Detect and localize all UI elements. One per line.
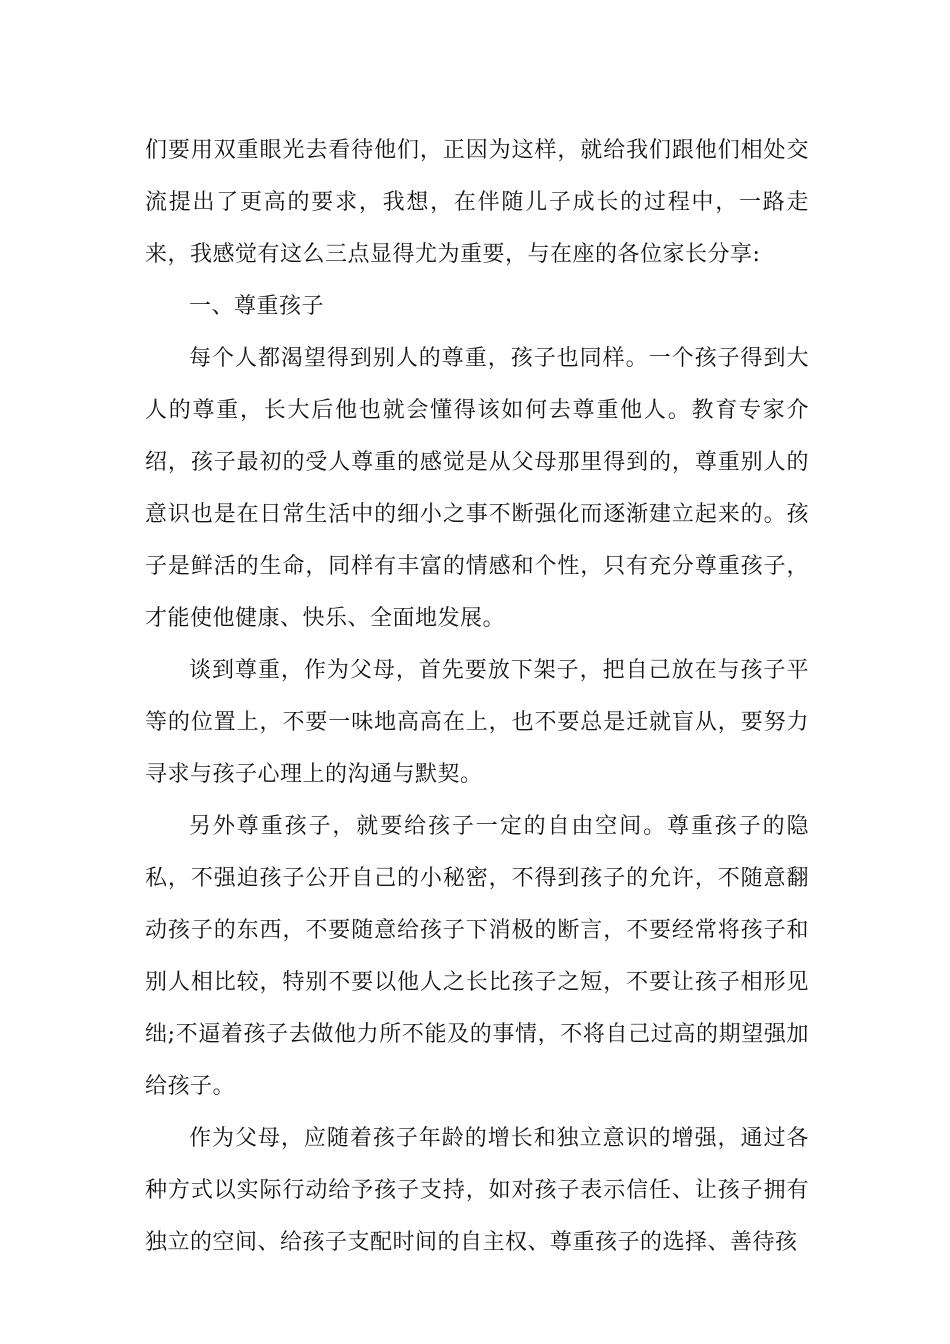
section-heading-respect-children: 一、尊重孩子 <box>189 294 325 319</box>
document-body <box>145 125 809 1269</box>
paragraph-parents-equal-position: 谈到尊重，作为父母，首先要放下架子，把自己放在与孩子平等的位置上，不要一味地高高在上，也不要总是迁就盲从，要努力寻求与孩子心理上的沟通与默契。 <box>145 658 809 787</box>
paragraph-continued: 们要用双重眼光去看待他们，正因为这样，就给我们跟他们相处交流提出了更高的要求，我想，在伴随儿子成长的过程中，一路走来，我感觉有这么三点显得尤为重要，与在座的各位家长分享: <box>145 138 809 267</box>
paragraph-parent-support: 作为父母，应随着孩子年龄的增长和独立意识的增强，通过各种方式以实际行动给予孩子支持，如对孩子表示信任、让孩子拥有独立的空间、给孩子支配时间的自主权、尊重孩子的选择、善待孩 <box>145 1126 809 1255</box>
paragraph-respect-intro: 每个人都渴望得到别人的尊重，孩子也同样。一个孩子得到大人的尊重，长大后他也就会懂得该如何去尊重他人。教育专家介绍，孩子最初的受人尊重的感觉是从父母那里得到的，尊重别人的意识也是在日常生活中的细小之事不断强化而逐渐建立起来的。孩子是鲜活的生命，同样有丰富的情感和个性，只有充分尊重孩子，才能使他健康、快乐、全面地发展。 <box>145 346 809 631</box>
paragraph-free-space: 另外尊重孩子，就要给孩子一定的自由空间。尊重孩子的隐私，不强迫孩子公开自己的小秘密，不得到孩子的允许，不随意翻动孩子的东西，不要随意给孩子下消极的断言，不要经常将孩子和别人相比较，特别不要以他人之长比孩子之短，不要让孩子相形见绌;不逼着孩子去做他力所不能及的事情，不将自己过高的期望强加给孩子。 <box>145 814 809 1099</box>
